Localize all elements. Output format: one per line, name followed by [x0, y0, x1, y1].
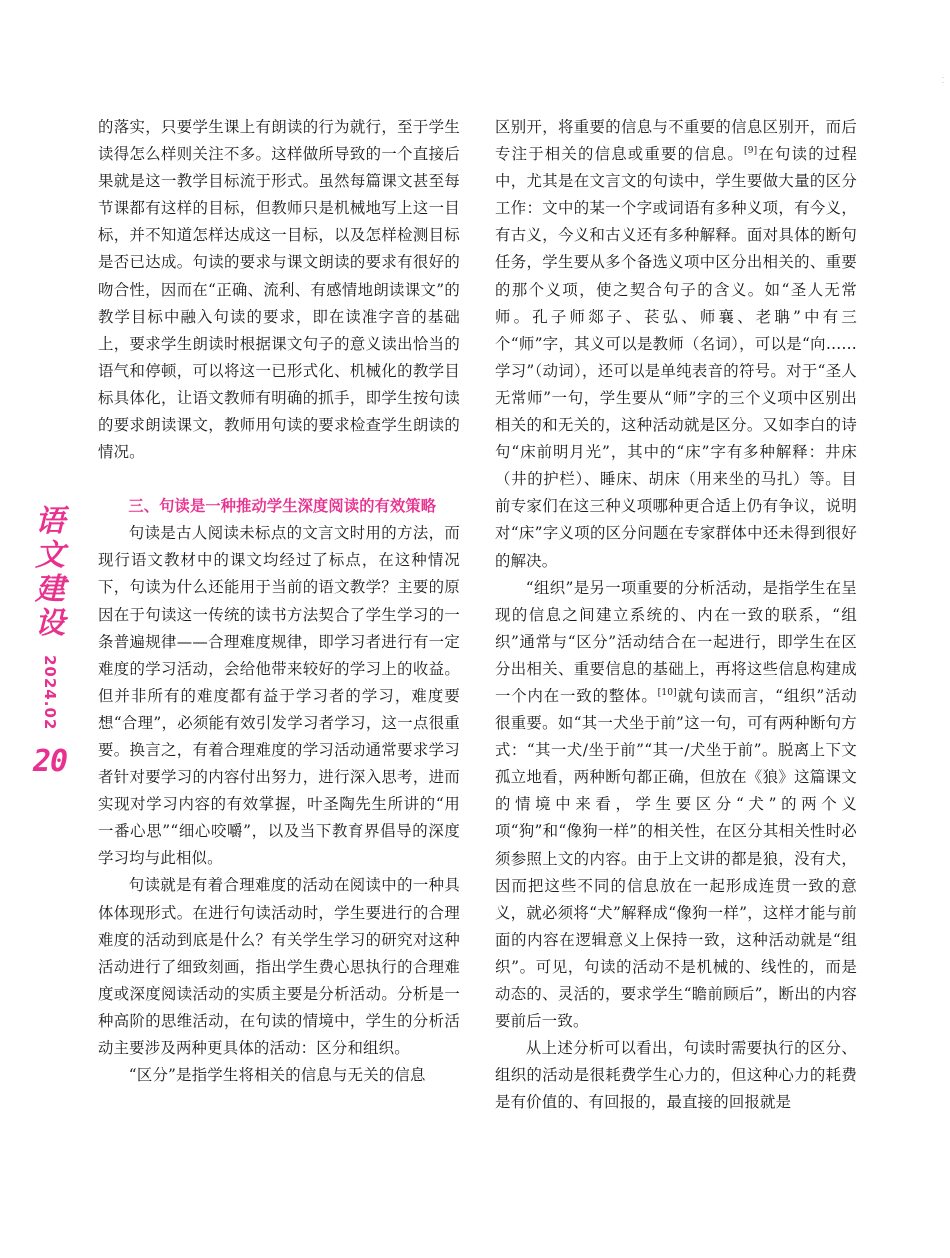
paragraph: 句读是古人阅读未标点的文言文时用的方法，而现行语文教材中的课文均经过了标点，在这种情况下，句读为什么还能用于当前的语文教学？主要的原因在于句读这一传统的读书方法契合了学生学习的一条普遍规律——合理难度规律，即学习者进行有一定难度的学习活动，会给他带来较好的学习上的收益。但并非所有的难度都有益于学习者的学习，难度要想“合理”，必须能有效引发学习者学习，这一点很重要。换言之，有着合理难度的学习活动通常要求学习者针对要学习的内容付出努力，进行深入思考，进而实现对学习内容的有效掌握，叶圣陶先生所讲的“用一番心思”“细心咬嚼”，以及当下教育界倡导的深度学习均与此相似。	[98, 524, 460, 868]
reference-marker: [10]	[657, 687, 677, 698]
paragraph: 从上述分析可以看出，句读时需要执行的区分、组织的活动是很耗费学生心力的，但这种心力的耗费是有价值的、有回报的，最直接的回报就是	[495, 1039, 857, 1112]
journal-name: 语文建设	[35, 504, 65, 641]
paragraph	[495, 114, 857, 575]
paragraph-text: 就句读而言，“组织”活动很重要。如“其一犬坐于前”这一句，可有两种断句方式：“其一犬/坐于前”“其一/犬坐于前”。脱离上下文孤立地看，两种断句都正确，但放在《狼》这篇课文的情境中来看，学生要区分“犬”的两个义项“狗”和“像狗一样”的相关性，在区分其相关性时必须参照上文的内容。由于上文讲的都是狼，没有犬，因而把这些不同的信息放在一起形成连贯一致的意义，就必须将“犬”解释成“像狗一样”，这样才能与前面的内容在逻辑意义上保持一致，这种活动就是“组织”。可见，句读的活动不是机械的、线性的，而是动态的、灵活的，要求学生“瞻前顾后”，断出的内容要前后一致。	[495, 686, 857, 1031]
paragraph-text: “组织”是另一项重要的分析活动，是指学生在呈现的信息之间建立系统的、内在一致的联系，“组织”通常与“区分”活动结合在一起进行，即学生在区分出相关、重要信息的基础上，再将这些信息构建成一个内在一致的整体。	[495, 578, 857, 705]
paragraph	[495, 575, 857, 1036]
paragraph-text: 区别开，将重要的信息与不重要的信息区别开，而后专注于相关的信息或重要的信息。	[495, 118, 857, 164]
paragraph: 的落实，只要学生课上有朗读的行为就行，至于学生读得怎么样则关注不多。这样做所导致的一个直接后果就是这一教学目标流于形式。虽然每篇课文甚至每节课都有这样的目标，但教师只是机械地写上这一目标，并不知道怎样达成这一目标，以及怎样检测目标是否已达成。句读的要求与课文朗读的要求有很好的吻合性，因而在“正确、流利、有感情地朗读课文”的教学目标中融入句读的要求，即在读准字音的基础上，要求学生朗读时根据课文句子的意义读出恰当的语气和停顿，可以将这一已形式化、机械化的教学目标具体化，让语文教师有明确的抓手，即学生按句读的要求朗读课文，教师用句读的要求检查学生朗读的情况。	[98, 118, 460, 462]
journal-sidebar	[30, 505, 70, 779]
section-heading: 三、句读是一种推动学生深度阅读的有效策略	[128, 497, 437, 516]
reference-marker: [9]	[744, 145, 758, 156]
edge-decoration: · ·	[942, 75, 944, 87]
page-number: 20	[32, 744, 68, 780]
paragraph: “区分”是指学生将相关的信息与无关的信息	[128, 1066, 426, 1085]
paragraph: 句读就是有着合理难度的活动在阅读中的一种具体体现形式。在进行句读活动时，学生要进行的合理难度的活动到底是什么？有关学生学习的研究对这种活动进行了细致刻画，指出学生费心思执行的合理难度或深度阅读活动的实质主要是分析活动。分析是一种高阶的思维活动，在句读的情境中，学生的分析活动主要涉及两种更具体的活动：区分和组织。	[98, 876, 460, 1057]
paragraph-text: 在句读的过程中，尤其是在文言文的句读中，学生要做大量的区分工作：文中的某一个字或词语有多种义项，有今义，有古义，今义和古义还有多种解释。面对具体的断句任务，学生要从多个备选义项中区分出相关的、重要的那个义项，使之契合句子的含义。如“圣人无常师。孔子师郯子、苌弘、师襄、老聃”中有三个“师”字，其义可以是教师（名词），可以是“向……学习”（动词），还可以是单纯表音的符号。对于“圣人无常师”一句，学生要从“师”字的三个义项中区别出相关的和无关的，这种活动就是区分。又如李白的诗句“床前明月光”，其中的“床”字有多种解释：井床（井的护栏）、睡床、胡床（用来坐的马扎）等。目前专家们在这三种义项哪种更合适上仍有争议，说明对“床”字义项的区分问题在专家群体中还未得到很好的解决。	[495, 145, 857, 570]
right-column	[495, 114, 857, 1116]
journal-issue: 2024.02	[41, 655, 59, 731]
left-column	[98, 114, 460, 1089]
